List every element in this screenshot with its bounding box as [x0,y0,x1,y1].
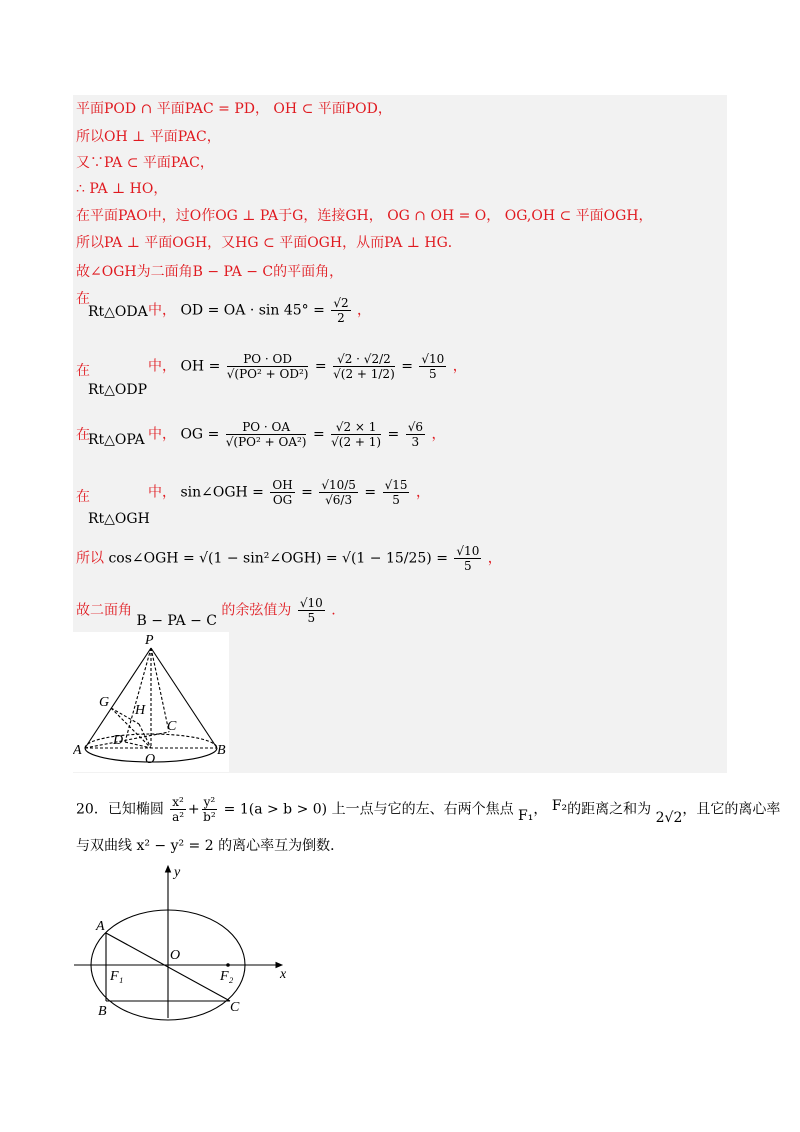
label-a: A [96,919,105,934]
post: 的余弦值为 [221,602,292,619]
dihedral-name: B − PA − C [136,612,217,629]
solution-line-10-pre: 在 [76,427,90,443]
zhong: 中， [148,302,176,319]
text: ，且它的离心率 [682,801,781,818]
fraction [331,296,350,325]
prefix: 在 [76,291,90,307]
focus-f2: F₂ [551,797,568,814]
question-20-line-1: 20．已知椭圆 $\frac{\text{x²}}{\text{a²}}$ + $\frac{\text{y²}}{\text{b²}}$ = 1(a > b > 0) 上一点与它的左、右两个焦点 F₁， F₂的距离之和为 2√2，且它的离心率 [76,795,781,826]
line-9-body: 中， OH = $\frac{PO \cdot OD}{\text{√(PO² + OD²)}}$ = $\frac{√2 \cdot √2/2}{√(2 + 1/2)}$ = $\frac{√10}{5}$ ， [148,352,467,381]
zhong: 中， [148,426,176,443]
solution-line-2: 所以OH ⊥ 平面PAC， [76,129,221,145]
den: 3 [411,435,420,449]
label-p: P [145,633,154,648]
label-c: C [167,719,177,734]
text: 已知椭圆 [107,801,164,818]
den: √(2 + 1) [331,435,382,449]
den: √6/3 [325,493,353,507]
num: √6 [407,420,424,434]
text: ， [533,801,548,818]
text: 的距离之和为 [567,801,652,818]
zhong: 中， [148,358,176,375]
fraction-3 [419,352,446,381]
label-a: A [73,743,82,758]
num: √2 · √2/2 [333,352,395,367]
den: OG [272,493,293,507]
question-number: 20． [76,801,108,818]
focus-f2-point [226,963,230,967]
text: = 1(a > b > 0) 上一点与它的左、右两个焦点 [223,801,514,818]
label-f1: F₁ [110,969,124,984]
den: 5 [464,559,472,573]
question-20-line-2: 与双曲线 x² − y² = 2 的离心率互为倒数． [76,838,345,854]
num: OH [272,478,293,492]
den: √(2 + 1/2) [333,367,395,381]
fraction-1 [226,420,307,449]
triangle-odp: Rt△ODP [88,382,148,398]
label-c: C [230,1000,240,1015]
label-b: B [217,743,226,758]
expr: OD = OA · sin 45° = [180,302,325,319]
label-g: G [99,695,110,710]
den: √(PO² + OD²) [226,367,309,381]
fraction-1 [227,352,309,381]
line-10-body: 中， OG = $\frac{PO \cdot OA}{\text{√(PO² + OA²)}}$ = $\frac{√2 \times 1}{√(2 + 1)}$ = $\frac{√6}{3}$ ， [148,420,446,449]
den: 5 [307,611,316,625]
num: PO · OA [226,420,307,435]
frac-y2-b2 [202,795,218,824]
den: a² [172,810,185,824]
num: √2 [333,296,349,310]
distance-sum: 2√2 [655,809,683,826]
comma: ， [357,302,372,319]
zhong: 中， [148,484,176,501]
num: PO · OD [227,352,309,367]
lhs: sin∠OGH = [180,484,264,501]
num: √10 [299,596,323,610]
label-d: D [113,733,124,748]
triangle-oda: Rt△ODA [88,304,148,320]
num: √10/5 [321,478,356,492]
triangle-ogh: Rt△OGH [88,511,150,527]
solution-line-3: 又∵PA ⊂ 平面PAC， [76,155,214,171]
label-o: O [145,752,156,767]
ellipse-figure [70,858,300,1023]
prefix: 故二面角 [76,602,132,619]
solution-line-6: 所以PA ⊥ 平面OGH，又HG ⊂ 平面OGH，从而PA ⊥ HG． [76,235,462,251]
prefix: 所以 [76,550,104,567]
label-x: x [280,967,287,982]
den: 2 [337,311,345,325]
focus-f1: F₁ [518,807,534,824]
num: x² [172,795,184,809]
label-f2: F₂ [220,969,234,984]
line-8-body [148,296,371,325]
solution-line-5: 在平面PAO中，过O作OG ⊥ PA于G，连接GH， OG ∩ OH = O， OG,OH ⊂ 平面OGH， [76,208,653,224]
num: √2 × 1 [331,420,381,435]
solution-line-11-pre: 在 [76,489,90,505]
cone-figure [73,632,229,772]
den: b² [203,810,216,824]
solution-line-12: 所以 cos∠OGH = √(1 − sin²∠OGH) = √(1 − 15/25) = $\frac{√10}{5}$ ， [76,544,502,573]
fraction-2 [333,352,395,381]
solution-line-13: 故二面角 B − PA − C 的余弦值为 $\frac{√10}{5}$ . [76,596,336,629]
line-11-body: 中， sin∠OGH = $\frac{OH}{OG}$ = $\frac{√10/5}{√6/3}$ = $\frac{√15}{5}$ ， [148,478,430,507]
label-y: y [174,865,181,880]
num: y² [203,795,216,809]
fraction-1 [270,478,294,507]
solution-line-7: 故∠OGH为二面角B − PA − C的平面角， [76,264,344,280]
expr: cos∠OGH = √(1 − sin²∠OGH) = √(1 − 15/25) = [108,550,448,567]
solution-line-9-pre: 在 [76,363,90,379]
fraction [454,544,481,573]
num: √15 [384,478,408,492]
frac-x2-a2 [170,795,186,824]
den: 5 [429,367,437,381]
fraction [298,596,325,625]
num: √10 [456,544,480,558]
fraction-2 [331,420,381,449]
num: √10 [421,352,445,366]
den: 5 [392,493,400,507]
label-o: O [170,948,181,963]
fraction-2 [319,478,358,507]
triangle-opa: Rt△OPA [88,432,145,448]
solution-line-1: 平面POD ∩ 平面PAC = PD， OH ⊂ 平面POD， [76,101,392,117]
lhs: OG = [180,426,220,443]
fraction-3 [383,478,410,507]
label-h: H [135,703,146,718]
solution-line-4: ∴ PA ⊥ HO， [76,181,168,197]
label-b: B [98,1004,107,1019]
den: √(PO² + OA²) [225,435,307,449]
lhs: OH = [180,358,221,375]
fraction-3 [406,420,425,449]
